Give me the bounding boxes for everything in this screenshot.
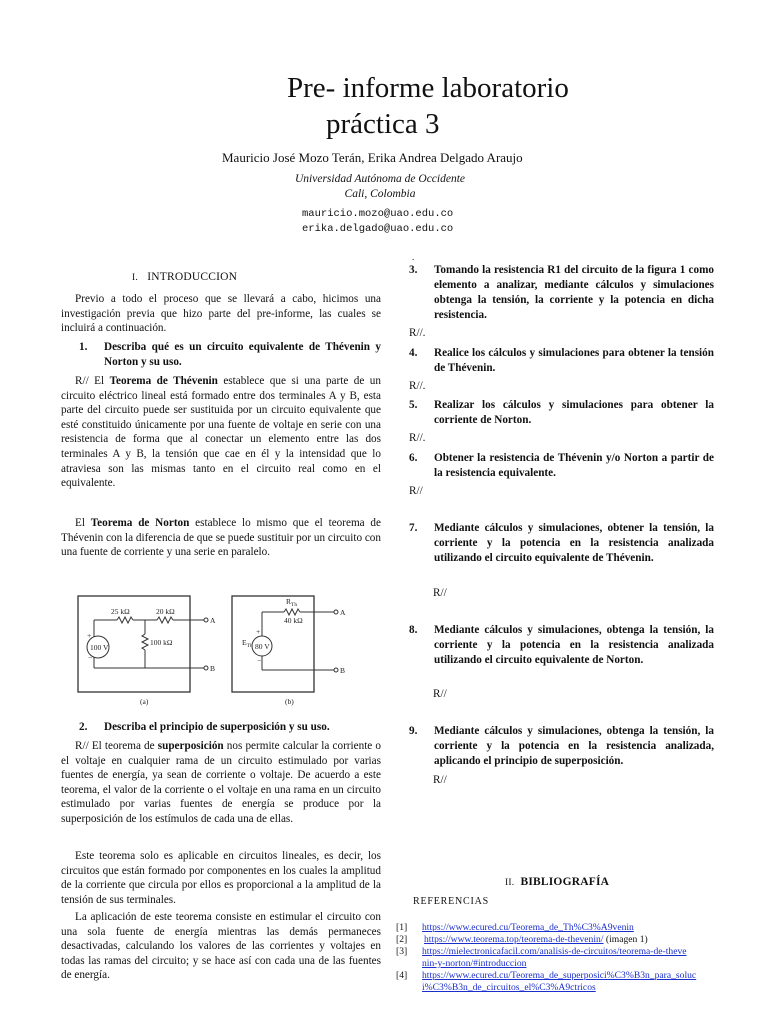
question-4-number: 4. xyxy=(409,347,418,359)
answer-1-thevenin xyxy=(61,374,381,491)
question-5-text: Realizar los cálculos y simulaciones para obtener la corriente de Norton. xyxy=(434,399,714,426)
question-6 xyxy=(409,451,714,481)
answer-1-bold: Teorema de Thévenin xyxy=(109,375,218,387)
resistor-25k-label: 25 kΩ xyxy=(111,607,130,616)
reference-2-number: [2] xyxy=(396,934,408,945)
answer-4: R//. xyxy=(409,380,426,392)
answer-1-prefix: R// El xyxy=(75,375,110,387)
question-6-number: 6. xyxy=(409,452,418,464)
answer-3: R//. xyxy=(409,327,426,339)
question-8-text: Mediante cálculos y simulaciones, obtenga la tensión, la corriente y la potencia en la resistencia analizada utilizando el circuito equivalente de Norton. xyxy=(434,624,714,666)
answer-2-rest: nos permite calcular la corriente o el voltaje en cualquier rama de un circuito estimulado por varias fuentes de energía, ya sean de corriente o voltaje. De acuerdo a este teorema, el valor de la corriente o el voltaje en una rama en un circuito estimulado por varias fuentes de energía se produce por la superposición de los estímulos de cada una de ellas. xyxy=(61,740,381,825)
answer-2 xyxy=(61,739,381,827)
question-1-number: 1. xyxy=(79,341,88,353)
answer-2-paragraph-2: Este teorema solo es aplicable en circuitos lineales, es decir, los circuitos que están formado por componentes en los cuales la amplitud de la corriente que circula por ellos es proporcional a la amplitud de la tensión de sus terminales. xyxy=(61,850,381,906)
document-title-line2: práctica 3 xyxy=(326,108,440,140)
reference-2-link[interactable]: https://www.teorema.top/teorema-de-thevenin/ xyxy=(424,934,604,945)
terminal-b-1 xyxy=(204,666,208,670)
intro-heading-num: I. xyxy=(132,273,138,283)
terminal-a-label-2: A xyxy=(340,608,346,617)
terminal-b-2 xyxy=(334,668,338,672)
plus-sign-a: + xyxy=(87,631,92,640)
question-2-text: Describa el principio de superposición y su uso. xyxy=(104,721,330,733)
bibliography-heading-num: II. xyxy=(505,878,515,888)
answer-1b-bold: Teorema de Norton xyxy=(90,517,190,529)
reference-2-extra: (imagen 1) xyxy=(603,934,648,945)
rth-value-label: 40 kΩ xyxy=(284,616,303,625)
reference-1 xyxy=(396,922,721,934)
question-6-text: Obtener la resistencia de Thévenin y/o Norton a partir de la resistencia equivalente. xyxy=(434,452,714,479)
question-7-text: Mediante cálculos y simulaciones, obtener la tensión, la corriente y la potencia en la resistencia analizada utilizando el circuito equivalente de Thévenin. xyxy=(434,522,714,564)
terminal-a-1 xyxy=(204,618,208,622)
bibliography-heading-text: BIBLIOGRAFÍA xyxy=(520,876,610,888)
answer-1-rest: establece que si una parte de un circuito eléctrico lineal está formado entre dos terminales A y B, esta parte del circuito puede ser sustituida por un circuito equivalente que esté constituido únicamente por una fuente de voltaje en serie con una resistencia de forma que al conectar un elemento entre las dos terminales A y B, la tensión que cae en él y la intensidad que lo atraviesa son las mismas tanto en el circuito real como en el equivalente. xyxy=(61,375,381,490)
question-7 xyxy=(409,521,714,566)
reference-4-link[interactable]: https://www.ecured.cu/Teorema_de_superposici%C3%B3n_para_soluci%C3%B3n_de_circuitos_el%C3%A9ctricos xyxy=(422,970,697,993)
resistor-100k xyxy=(142,634,148,650)
reference-4 xyxy=(396,970,702,994)
email-2: erika.delgado@uao.edu.co xyxy=(302,223,454,235)
resistor-20k-label: 20 kΩ xyxy=(156,607,175,616)
terminal-a-label-1: A xyxy=(210,616,216,625)
question-4 xyxy=(409,346,714,376)
bibliography-heading xyxy=(505,876,609,888)
references-subheading: REFERENCIAS xyxy=(413,896,490,907)
eth-label: $E_{Th}$ xyxy=(242,638,253,649)
answer-2-bold: superposición xyxy=(157,740,224,752)
voltage-source-80v-label: 80 V xyxy=(255,642,270,651)
terminal-b-label-1: B xyxy=(210,664,216,673)
resistor-25k xyxy=(117,617,133,623)
answer-8: R// xyxy=(433,688,447,700)
intro-heading xyxy=(132,271,237,283)
question-8-number: 8. xyxy=(409,624,418,636)
answer-1b-prefix: El xyxy=(75,517,91,529)
question-5-number: 5. xyxy=(409,399,418,411)
question-4-text: Realice los cálculos y simulaciones para obtener la tensión de Thévenin. xyxy=(434,347,714,374)
question-9-text: Mediante cálculos y simulaciones, obtenga la tensión, la corriente y la potencia en la resistencia analizada, aplicando el principio de superposición. xyxy=(434,725,714,767)
question-2 xyxy=(79,720,381,735)
question-7-number: 7. xyxy=(409,522,418,534)
minus-sign-b: − xyxy=(257,656,262,665)
question-1-text: Describa qué es un circuito equivalente de Thévenin y Norton y su uso. xyxy=(104,341,381,368)
plus-sign-b: + xyxy=(256,627,261,636)
reference-3-link[interactable]: https://mielectronicafacil.com/analisis-de-circuitos/teorema-de-thevenin-y-norton/#introduccion xyxy=(422,946,687,969)
question-9 xyxy=(409,724,714,769)
resistor-100k-label: 100 kΩ xyxy=(150,638,173,647)
reference-4-number: [4] xyxy=(396,970,408,981)
authors: Mauricio José Mozo Terán, Erika Andrea Delgado Araujo xyxy=(222,150,523,165)
question-9-number: 9. xyxy=(409,725,418,737)
thevenin-figure xyxy=(72,590,368,708)
answer-2-paragraph-3: La aplicación de este teorema consiste en estimular el circuito con una sola fuente de energía mientras las demás permaneces desactivadas, calculando los valores de las corrientes y voltajes en todas las ramas del circuito; y se hace así con cada una de las fuentes de energía. xyxy=(61,911,381,982)
answer-9: R// xyxy=(433,774,447,786)
resistor-20k xyxy=(157,617,173,623)
email-1: mauricio.mozo@uao.edu.co xyxy=(302,208,454,220)
reference-3 xyxy=(396,946,688,970)
question-8 xyxy=(409,623,714,668)
resistor-rth xyxy=(284,609,300,615)
caption-a: (a) xyxy=(140,697,149,706)
answer-1-norton xyxy=(61,516,381,560)
voltage-source-100v-label: 100 V xyxy=(90,643,109,652)
answer-7: R// xyxy=(433,587,447,599)
reference-3-number: [3] xyxy=(396,946,408,957)
terminal-b-label-2: B xyxy=(340,666,346,675)
intro-heading-text: INTRODUCCION xyxy=(147,271,238,283)
reference-2 xyxy=(396,934,721,946)
intro-paragraph: Previo a todo el proceso que se llevará a cabo, hicimos una investigación previa que hizo parte del pre-informe, las cuales se incluirá a continuación. xyxy=(61,293,381,335)
question-3 xyxy=(409,263,714,323)
reference-1-number: [1] xyxy=(396,922,408,933)
stray-dot: . xyxy=(412,252,415,262)
answer-5: R//. xyxy=(409,432,426,444)
affiliation xyxy=(280,172,480,202)
reference-1-link[interactable]: https://www.ecured.cu/Teorema_de_Th%C3%A9venin xyxy=(422,922,634,933)
question-1 xyxy=(79,340,381,370)
question-5 xyxy=(409,398,714,428)
question-2-number: 2. xyxy=(79,721,88,733)
answer-6: R// xyxy=(409,485,423,497)
answer-2-prefix: R// El teorema de xyxy=(75,740,158,752)
terminal-a-2 xyxy=(334,610,338,614)
affiliation-university: Universidad Autónoma de Occidente xyxy=(294,173,465,185)
minus-sign-a: − xyxy=(88,653,93,662)
question-3-number: 3. xyxy=(409,264,418,276)
caption-b: (b) xyxy=(285,697,294,706)
question-3-text: Tomando la resistencia R1 del circuito de la figura 1 como elemento a analizar, mediante cálculos y simulaciones obtenga la tensión, la corriente y la potencia en dicha resistencia. xyxy=(434,264,714,321)
rth-label: $R_{Th}$ xyxy=(286,597,298,608)
answer-1b-rest: establece lo mismo que el teorema de Thévenin con la diferencia de que se puede sustituir por un circuito con una fuente de corriente y una serie en paralelo. xyxy=(61,517,381,559)
affiliation-city: Cali, Colombia xyxy=(344,188,416,200)
document-title-line1: Pre- informe laboratorio xyxy=(287,72,569,104)
